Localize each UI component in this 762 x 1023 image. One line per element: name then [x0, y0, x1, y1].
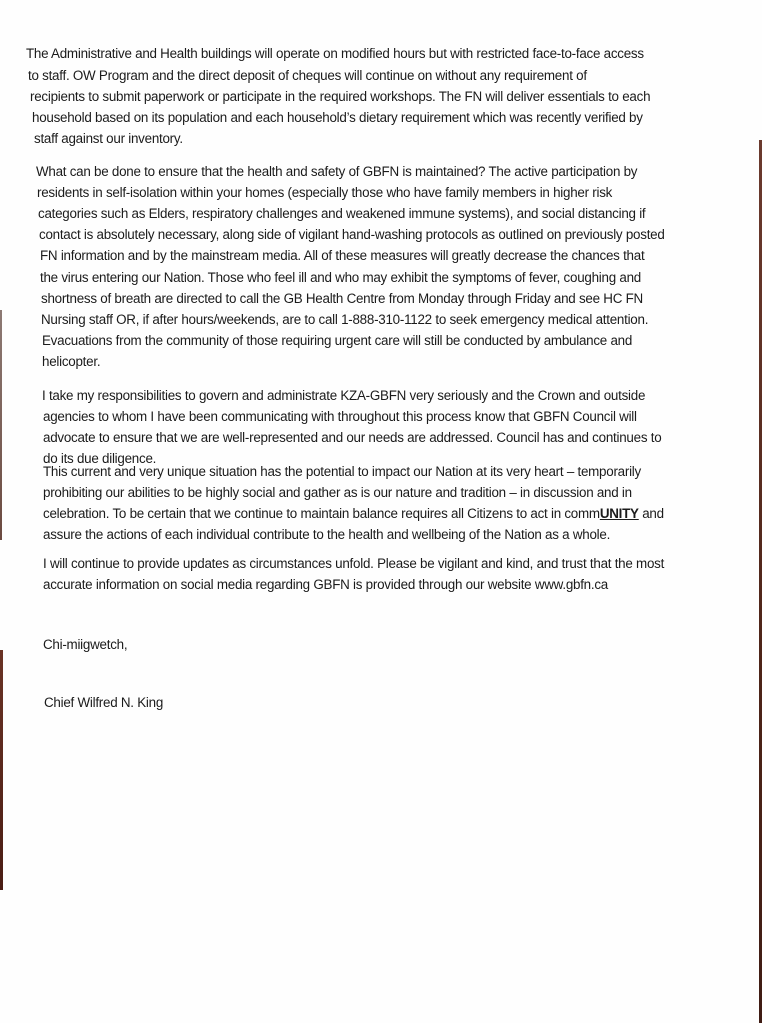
text-line: prohibiting our abilities to be highly social and gather as is our nature and tradition – in discussion and in: [43, 485, 632, 500]
text-line: the virus entering our Nation. Those who feel ill and who may exhibit the symptoms of fever, coughing and: [40, 270, 641, 285]
text-line: do its due diligence.: [43, 451, 157, 466]
text-line: advocate to ensure that we are well-represented and our needs are addressed. Council has and continues to: [43, 430, 662, 445]
text-line: household based on its population and each household’s dietary requirement which was recently verified by: [32, 110, 643, 125]
text-line: The Administrative and Health buildings will operate on modified hours but with restricted face-to-face access: [26, 46, 644, 61]
text-segment: and: [638, 506, 664, 521]
text-line: agencies to whom I have been communicating with throughout this process know that GBFN Council will: [43, 409, 637, 424]
text-line: FN information and by the mainstream media. All of these measures will greatly decrease the chances that: [40, 248, 645, 263]
signature: Chief Wilfred N. King: [44, 695, 164, 710]
text-line: contact is absolutely necessary, along side of vigilant hand-washing protocols as outlined on previously posted: [39, 227, 665, 242]
closing: Chi-miigwetch,: [43, 637, 128, 652]
scan-edge-shadow: [0, 650, 3, 890]
text-line: This current and very unique situation has the potential to impact our Nation at its very heart – temporarily: [43, 464, 641, 479]
text-line: shortness of breath are directed to call the GB Health Centre from Monday through Friday and see HC FN: [41, 291, 643, 306]
text-line: residents in self-isolation within your homes (especially those who have family members in higher risk: [37, 185, 613, 200]
text-line: helicopter.: [42, 354, 101, 369]
emphasis-unity: UNITY: [599, 506, 639, 521]
text-line: What can be done to ensure that the health and safety of GBFN is maintained? The active participation by: [36, 164, 638, 179]
text-line: recipients to submit paperwork or participate in the required workshops. The FN will deliver essentials to each: [30, 89, 651, 104]
text-line: Nursing staff OR, if after hours/weekends, are to call 1-888-310-1122 to seek emergency medical attention.: [41, 312, 649, 327]
text-segment: celebration. To be certain that we continue to maintain balance requires all Citizens to act in comm: [43, 506, 600, 521]
text-line: assure the actions of each individual contribute to the health and wellbeing of the Nation as a whole.: [43, 527, 611, 542]
text-line: [43, 504, 664, 524]
text-line: categories such as Elders, respiratory challenges and weakened immune systems), and social distancing if: [38, 206, 646, 221]
text-line: I take my responsibilities to govern and administrate KZA-GBFN very seriously and the Crown and outside: [42, 388, 646, 403]
scan-edge-shadow: [0, 310, 2, 540]
text-line: staff against our inventory.: [34, 131, 183, 146]
text-line: Evacuations from the community of those requiring urgent care will still be conducted by ambulance and: [42, 333, 633, 348]
text-line: I will continue to provide updates as circumstances unfold. Please be vigilant and kind, and trust that the most: [43, 556, 665, 571]
text-line: accurate information on social media regarding GBFN is provided through our website www.gbfn.ca: [43, 577, 608, 592]
text-line: to staff. OW Program and the direct deposit of cheques will continue on without any requirement of: [28, 68, 587, 83]
